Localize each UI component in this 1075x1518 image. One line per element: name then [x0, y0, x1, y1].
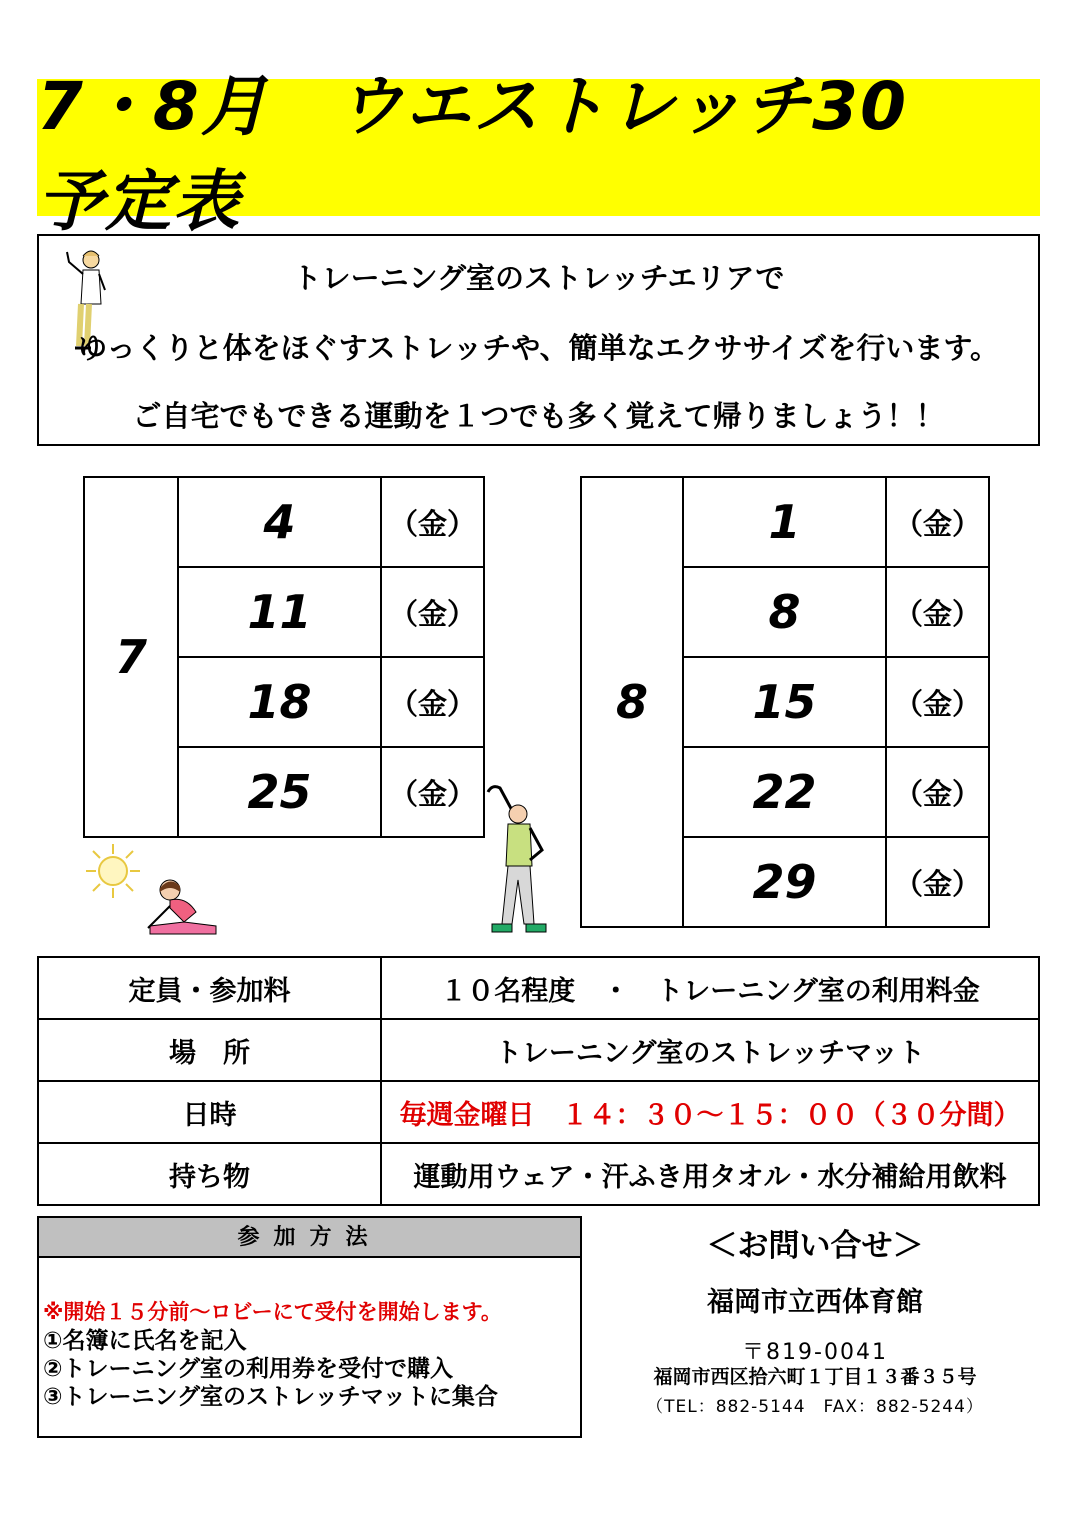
page-title: 7・8月 ウエストレッチ30 予定表	[37, 67, 977, 240]
info-label: 場 所	[38, 1019, 381, 1081]
day-cell: 8	[683, 567, 886, 657]
day-cell: 1	[683, 477, 886, 567]
stretching-man-illustration	[484, 784, 554, 942]
day-cell: 18	[178, 657, 381, 747]
info-value: 運動用ウェア・汗ふき用タオル・水分補給用飲料	[381, 1143, 1039, 1205]
weekday-cell: （金）	[381, 567, 484, 657]
weekday-cell: （金）	[886, 747, 989, 837]
method-box	[37, 1216, 582, 1438]
table-row	[38, 1143, 1039, 1205]
method-notice: ※開始１５分前～ロビーにて受付を開始します。	[43, 1300, 502, 1324]
august-schedule-table	[580, 476, 990, 928]
intro-line-3: ご自宅でもできる運動を１つでも多く覚えて帰りましょう！！	[132, 399, 945, 433]
weekday-cell: （金）	[381, 657, 484, 747]
weekday-cell: （金）	[381, 477, 484, 567]
day-cell: 11	[178, 567, 381, 657]
method-header: 参加方法	[39, 1218, 580, 1258]
table-row	[38, 1019, 1039, 1081]
method-step: ①名簿に氏名を記入	[43, 1328, 247, 1354]
month-cell: 8	[581, 477, 683, 927]
stretching-woman-illustration	[140, 878, 222, 940]
contact-heading: ＜お問い合せ＞	[706, 1228, 924, 1264]
intro-box	[37, 234, 1040, 446]
day-cell: 25	[178, 747, 381, 837]
info-label: 持ち物	[38, 1143, 381, 1205]
weekday-cell: （金）	[886, 657, 989, 747]
intro-line-2: ゆっくりと体をほぐすストレッチや、簡単なエクササイズを行います。	[77, 331, 1000, 365]
weekday-cell: （金）	[886, 477, 989, 567]
info-value: 毎週金曜日 １４：３０～１５：００（３０分間）	[381, 1081, 1039, 1143]
title-banner	[37, 67, 1040, 240]
info-value: トレーニング室のストレッチマット	[381, 1019, 1039, 1081]
info-label: 日時	[38, 1081, 381, 1143]
contact-phone: （TEL：882-5144 FAX：882-5244）	[646, 1397, 984, 1417]
contact-name: 福岡市立西体育館	[707, 1287, 923, 1318]
day-cell: 22	[683, 747, 886, 837]
day-cell: 29	[683, 837, 886, 927]
intro-line-1: トレーニング室のストレッチエリアで	[292, 261, 785, 295]
method-step: ②トレーニング室の利用券を受付で購入	[43, 1356, 454, 1382]
july-schedule-table	[83, 476, 485, 838]
info-table	[37, 956, 1040, 1206]
weekday-cell: （金）	[381, 747, 484, 837]
table-row	[38, 1081, 1039, 1143]
sun-icon	[84, 842, 142, 900]
weekday-cell: （金）	[886, 567, 989, 657]
contact-postal: 〒819-0041	[742, 1340, 888, 1365]
method-step: ③トレーニング室のストレッチマットに集合	[43, 1384, 498, 1410]
day-cell: 4	[178, 477, 381, 567]
day-cell: 15	[683, 657, 886, 747]
info-value: １０名程度 ・ トレーニング室の利用料金	[381, 957, 1039, 1019]
contact-address: 福岡市西区拾六町１丁目１３番３５号	[653, 1366, 977, 1388]
table-row	[38, 957, 1039, 1019]
month-cell: 7	[84, 477, 178, 837]
info-label: 定員・参加料	[38, 957, 381, 1019]
weekday-cell: （金）	[886, 837, 989, 927]
